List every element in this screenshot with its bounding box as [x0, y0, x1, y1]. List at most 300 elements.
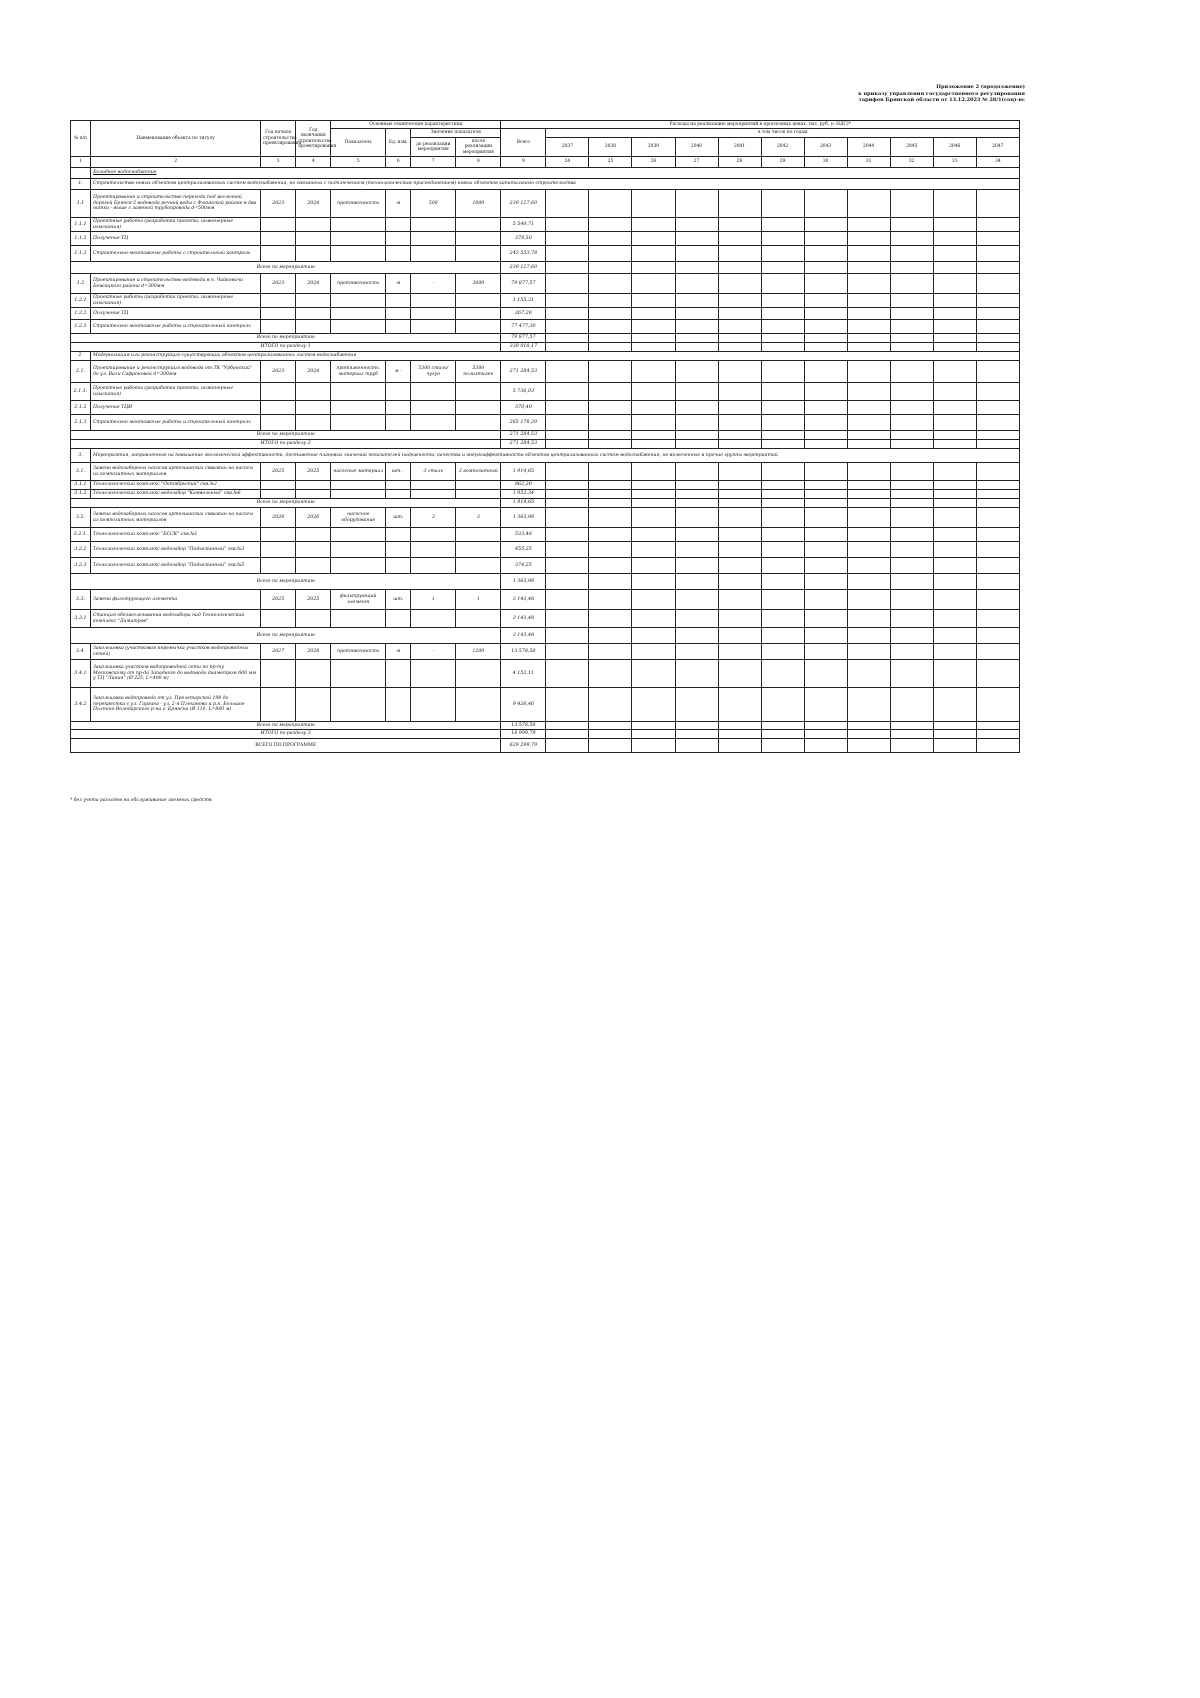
year-cost-cell: [546, 383, 589, 401]
year-cost-cell: [804, 415, 847, 431]
year-cost-cell: [675, 738, 718, 752]
year-cost-cell: [675, 688, 718, 722]
row-total: 1 155,31: [501, 294, 546, 308]
year-cost-cell: [761, 232, 804, 246]
year-cost-cell: [546, 232, 589, 246]
colnum: 32: [890, 157, 933, 168]
year-cost-cell: [675, 722, 718, 730]
year-cost-cell: [933, 218, 976, 232]
year-cost-cell: [933, 542, 976, 558]
year-cost-cell: [675, 431, 718, 440]
year-cost-cell: [804, 440, 847, 449]
table-cell: [296, 383, 331, 401]
year-cost-cell: [675, 440, 718, 449]
total-value: 239 127,60: [501, 262, 546, 274]
header-total: Всего: [501, 129, 546, 157]
year-cost-cell: [546, 274, 589, 294]
year-cost-cell: [761, 246, 804, 262]
year-cost-cell: [761, 190, 804, 218]
row-unit: шт. -: [386, 463, 411, 481]
table-cell: [296, 218, 331, 232]
table-cell: [386, 320, 411, 334]
row-total: 271 284,53: [501, 361, 546, 383]
row-value-after: 1200: [456, 644, 501, 660]
year-cost-cell: [589, 644, 632, 660]
year-cost-cell: [718, 440, 761, 449]
year-cost-cell: [718, 262, 761, 274]
year-cost-cell: [718, 232, 761, 246]
year-cost-cell: [761, 320, 804, 334]
year-cost-cell: [718, 628, 761, 644]
table-cell: [456, 415, 501, 431]
year-cost-cell: [632, 722, 675, 730]
year-cost-cell: [761, 262, 804, 274]
table-cell: [386, 218, 411, 232]
header-num: № п/п: [71, 121, 91, 157]
year-cost-cell: [589, 610, 632, 628]
row-year-start: 2027: [261, 644, 296, 660]
table-cell: [261, 481, 296, 490]
year-cost-cell: [632, 361, 675, 383]
row-name: Проектные работы (разработка проекта, инженерные изыскания): [91, 294, 261, 308]
year-cost-cell: [847, 246, 890, 262]
year-cost-cell: [933, 730, 976, 738]
year-cost-cell: [546, 415, 589, 431]
year-cost-cell: [546, 644, 589, 660]
total-label: Всего по мероприятию: [71, 722, 501, 730]
year-cost-cell: [847, 542, 890, 558]
table-cell: [411, 688, 456, 722]
year-cost-cell: [890, 308, 933, 320]
year-cost-cell: [632, 499, 675, 508]
table-cell: [296, 320, 331, 334]
total-value: 339 018,17: [501, 343, 546, 352]
table-cell: [261, 401, 296, 415]
year-cost-cell: [632, 558, 675, 574]
total-value: 18 999,79: [501, 730, 546, 738]
year-cost-cell: [546, 308, 589, 320]
row-num: 1.2.1: [71, 294, 91, 308]
year-cost-cell: [890, 463, 933, 481]
year-cost-cell: [976, 481, 1019, 490]
year-cost-cell: [761, 542, 804, 558]
year-cost-cell: [847, 294, 890, 308]
year-cost-cell: [890, 590, 933, 610]
measure-row: [71, 274, 1020, 294]
year-cost-cell: [976, 528, 1019, 542]
year-cost-cell: [890, 294, 933, 308]
row-num: 3.4.2: [71, 688, 91, 722]
year-cost-cell: [718, 308, 761, 320]
year-cost-cell: [632, 218, 675, 232]
header-costs-group: Расходы на реализацию мероприятий в прогнозных ценах, тыс. руб. (с НДС)*: [501, 121, 1020, 129]
year-cost-cell: [933, 688, 976, 722]
year-cost-cell: [847, 558, 890, 574]
total-value: 271 284,53: [501, 431, 546, 440]
row-num: 3.1.1: [71, 481, 91, 490]
year-cost-cell: [632, 415, 675, 431]
year-cost-cell: [546, 463, 589, 481]
investment-program-table: [70, 120, 1020, 753]
year-cost-cell: [847, 481, 890, 490]
year-cost-cell: [675, 528, 718, 542]
table-cell: [296, 415, 331, 431]
header-year-2042: 2042: [761, 137, 804, 156]
table-cell: [296, 542, 331, 558]
row-total: 239 127,60: [501, 190, 546, 218]
row-value-before: 1: [411, 590, 456, 610]
year-cost-cell: [589, 481, 632, 490]
row-year-start: 2023: [261, 274, 296, 294]
year-cost-cell: [546, 660, 589, 688]
row-name: Получение ТЦ: [91, 308, 261, 320]
year-cost-cell: [804, 660, 847, 688]
row-indicator: протяженность: [331, 274, 386, 294]
year-cost-cell: [632, 688, 675, 722]
table-cell: [386, 490, 411, 499]
colnum: 1: [71, 157, 91, 168]
year-cost-cell: [933, 334, 976, 343]
table-cell: [331, 558, 386, 574]
year-cost-cell: [847, 528, 890, 542]
year-cost-cell: [718, 431, 761, 440]
table-cell: [261, 232, 296, 246]
sub-measure-row: [71, 610, 1020, 628]
header-name: Наименование объекта по титулу: [91, 121, 261, 157]
row-total: 533,48: [501, 528, 546, 542]
year-cost-cell: [933, 590, 976, 610]
total-label: Всего по мероприятию: [71, 334, 501, 343]
row-value-before: -: [411, 274, 456, 294]
year-cost-cell: [546, 294, 589, 308]
total-label: ВСЕГО ПО ПРОГРАММЕ: [71, 738, 501, 752]
colnum: 31: [847, 157, 890, 168]
year-cost-cell: [933, 440, 976, 449]
row-num: 1.2: [71, 274, 91, 294]
row-indicator: протяженность: [331, 644, 386, 660]
row-total: 1 914,65: [501, 463, 546, 481]
year-cost-cell: [718, 499, 761, 508]
total-label: ИТОГО по разделу 2: [71, 440, 501, 449]
year-cost-cell: [589, 308, 632, 320]
year-cost-cell: [675, 262, 718, 274]
row-unit: шт.: [386, 590, 411, 610]
table-cell: [456, 528, 501, 542]
total-row: [71, 440, 1020, 449]
year-cost-cell: [847, 499, 890, 508]
year-cost-cell: [632, 542, 675, 558]
table-cell: [386, 660, 411, 688]
table-cell: [261, 688, 296, 722]
total-value: 3 143,48: [501, 628, 546, 644]
year-cost-cell: [718, 481, 761, 490]
year-cost-cell: [847, 574, 890, 590]
table-cell: [261, 218, 296, 232]
year-cost-cell: [804, 431, 847, 440]
year-cost-cell: [761, 463, 804, 481]
row-num: 2.1.2: [71, 401, 91, 415]
table-cell: [456, 218, 501, 232]
year-cost-cell: [546, 730, 589, 738]
year-cost-cell: [933, 610, 976, 628]
year-cost-cell: [675, 590, 718, 610]
year-cost-cell: [675, 232, 718, 246]
table-cell: [456, 246, 501, 262]
row-name: Проектные работы (разработка проекта, инженерные изыскания): [91, 218, 261, 232]
year-cost-cell: [589, 274, 632, 294]
year-cost-cell: [718, 190, 761, 218]
year-cost-cell: [546, 528, 589, 542]
year-cost-cell: [718, 610, 761, 628]
year-cost-cell: [761, 383, 804, 401]
measure-row: [71, 463, 1020, 481]
year-cost-cell: [546, 590, 589, 610]
section-row: [71, 179, 1020, 190]
total-row: [71, 334, 1020, 343]
row-value-after: 1000: [456, 190, 501, 218]
colnum: 29: [761, 157, 804, 168]
table-cell: [411, 294, 456, 308]
sub-measure-row: [71, 246, 1020, 262]
row-value-before: 3: [411, 508, 456, 528]
year-cost-cell: [890, 688, 933, 722]
year-cost-cell: [761, 415, 804, 431]
year-cost-cell: [976, 558, 1019, 574]
year-cost-cell: [761, 499, 804, 508]
year-cost-cell: [933, 190, 976, 218]
year-cost-cell: [761, 334, 804, 343]
year-cost-cell: [589, 190, 632, 218]
year-cost-cell: [804, 590, 847, 610]
row-total: 1 363,98: [501, 508, 546, 528]
table-cell: [386, 294, 411, 308]
footnote: * без учета расходов на обслуживание заемных средств: [70, 798, 212, 803]
total-row: [71, 722, 1020, 730]
row-name: Закольцовка водопровода от ул. Пролетарской 198 до перекрестка с ул. Гаргина - ул. 2-я Плеханова и р.п. Большое Полпино Володарского р-на г. Брянска (Ø 110, L=860 м): [91, 688, 261, 722]
row-value-after: 5300 полиэтилен: [456, 361, 501, 383]
row-name: Замена водозаборных насосов артезианских скважин на насосы из композитных материалов: [91, 508, 261, 528]
year-cost-cell: [718, 542, 761, 558]
table-cell: [331, 660, 386, 688]
year-cost-cell: [546, 440, 589, 449]
year-cost-cell: [976, 610, 1019, 628]
table-cell: [261, 415, 296, 431]
year-cost-cell: [847, 688, 890, 722]
sub-measure-row: [71, 481, 1020, 490]
year-cost-cell: [847, 334, 890, 343]
measure-row: [71, 508, 1020, 528]
year-cost-cell: [589, 401, 632, 415]
row-year-end: 2028: [296, 644, 331, 660]
year-cost-cell: [632, 294, 675, 308]
year-cost-cell: [890, 401, 933, 415]
year-cost-cell: [890, 574, 933, 590]
year-cost-cell: [976, 294, 1019, 308]
year-cost-cell: [675, 481, 718, 490]
row-total: 5 540,71: [501, 218, 546, 232]
header-after: после реализации мероприятия: [456, 137, 501, 156]
header-year-end: Год окончания строительства проектирования: [296, 121, 331, 157]
year-cost-cell: [589, 542, 632, 558]
year-cost-cell: [589, 440, 632, 449]
year-cost-cell: [546, 558, 589, 574]
year-cost-cell: [847, 343, 890, 352]
row-indicator: протяженность, материал труб: [331, 361, 386, 383]
row-name: Строительно-монтажные работы с строительный контроль: [91, 246, 261, 262]
year-cost-cell: [718, 383, 761, 401]
year-cost-cell: [804, 361, 847, 383]
year-cost-cell: [632, 308, 675, 320]
year-cost-cell: [804, 401, 847, 415]
year-cost-cell: [890, 490, 933, 499]
year-cost-cell: [890, 431, 933, 440]
year-cost-cell: [632, 190, 675, 218]
year-cost-cell: [847, 730, 890, 738]
year-cost-cell: [761, 440, 804, 449]
year-cost-cell: [847, 218, 890, 232]
row-name: Строительно-монтажные работы и строительный контроль: [91, 320, 261, 334]
year-cost-cell: [675, 343, 718, 352]
year-cost-cell: [675, 218, 718, 232]
table-cell: [296, 528, 331, 542]
table-cell: [386, 232, 411, 246]
row-unit: м: [386, 274, 411, 294]
total-row: [71, 738, 1020, 752]
row-total: 243 553,78: [501, 246, 546, 262]
year-cost-cell: [847, 738, 890, 752]
year-cost-cell: [589, 415, 632, 431]
year-cost-cell: [675, 294, 718, 308]
sub-measure-row: [71, 294, 1020, 308]
year-cost-cell: [546, 610, 589, 628]
total-row: [71, 431, 1020, 440]
row-name: Замена водозаборных насосов артезианских скважин на насосы из композитных материалов: [91, 463, 261, 481]
year-cost-cell: [632, 440, 675, 449]
row-total: 79 877,57: [501, 274, 546, 294]
year-cost-cell: [933, 644, 976, 660]
year-cost-cell: [933, 308, 976, 320]
year-cost-cell: [632, 610, 675, 628]
row-num: 3.2.3: [71, 558, 91, 574]
year-cost-cell: [675, 508, 718, 528]
table-cell: [331, 490, 386, 499]
year-cost-cell: [718, 528, 761, 542]
row-num: 1.1.2: [71, 232, 91, 246]
year-cost-cell: [804, 722, 847, 730]
year-cost-cell: [589, 628, 632, 644]
year-cost-cell: [890, 542, 933, 558]
year-cost-cell: [847, 628, 890, 644]
year-cost-cell: [632, 660, 675, 688]
year-cost-cell: [976, 361, 1019, 383]
year-cost-cell: [804, 610, 847, 628]
row-num: 1.1.3: [71, 246, 91, 262]
table-cell: [331, 610, 386, 628]
colnum: 4: [296, 157, 331, 168]
row-unit: м -: [386, 361, 411, 383]
year-cost-cell: [804, 190, 847, 218]
colnum: 28: [718, 157, 761, 168]
colnum: 7: [411, 157, 456, 168]
year-cost-cell: [890, 343, 933, 352]
year-cost-cell: [804, 246, 847, 262]
year-cost-cell: [933, 401, 976, 415]
table-cell: [456, 610, 501, 628]
table-cell: [296, 308, 331, 320]
year-cost-cell: [890, 218, 933, 232]
year-cost-cell: [890, 644, 933, 660]
year-cost-cell: [804, 218, 847, 232]
year-cost-cell: [675, 190, 718, 218]
year-cost-cell: [847, 401, 890, 415]
year-cost-cell: [804, 508, 847, 528]
table-cell: [296, 246, 331, 262]
year-cost-cell: [976, 320, 1019, 334]
header-year-2039: 2039: [632, 137, 675, 156]
header-by-years: в том числе по годам: [546, 129, 1020, 137]
year-cost-cell: [847, 415, 890, 431]
row-year-end: 2025: [296, 590, 331, 610]
header-year-2040: 2040: [675, 137, 718, 156]
table-cell: [331, 320, 386, 334]
year-cost-cell: [761, 343, 804, 352]
row-name: Технологический комплекс водозабор "Подыскинный" скв.№3: [91, 542, 261, 558]
year-cost-cell: [632, 320, 675, 334]
year-cost-cell: [632, 508, 675, 528]
year-cost-cell: [976, 401, 1019, 415]
year-cost-cell: [933, 294, 976, 308]
year-cost-cell: [761, 660, 804, 688]
sub-measure-row: [71, 688, 1020, 722]
row-total: 5 736,03: [501, 383, 546, 401]
year-cost-cell: [632, 730, 675, 738]
row-num: 2.1.3: [71, 415, 91, 431]
row-value-before: 5300 сталь/чугун: [411, 361, 456, 383]
year-cost-cell: [761, 590, 804, 610]
year-cost-cell: [632, 528, 675, 542]
year-cost-cell: [976, 383, 1019, 401]
year-cost-cell: [933, 415, 976, 431]
header-year-2043: 2043: [804, 137, 847, 156]
table-cell: [456, 308, 501, 320]
year-cost-cell: [933, 628, 976, 644]
table-cell: [456, 542, 501, 558]
year-cost-cell: [675, 644, 718, 660]
year-cost-cell: [804, 558, 847, 574]
table-cell: [456, 320, 501, 334]
year-cost-cell: [933, 232, 976, 246]
table-cell: [411, 308, 456, 320]
year-cost-cell: [546, 628, 589, 644]
year-cost-cell: [632, 644, 675, 660]
sub-measure-row: [71, 490, 1020, 499]
table-cell: [296, 294, 331, 308]
row-name: Получение ТЦ: [91, 232, 261, 246]
year-cost-cell: [718, 415, 761, 431]
year-cost-cell: [589, 232, 632, 246]
section-title: Модернизация или реконструкция существующих объектов централизованных систем водоснабжения: [91, 352, 1020, 361]
year-cost-cell: [632, 246, 675, 262]
year-cost-cell: [976, 463, 1019, 481]
year-cost-cell: [761, 644, 804, 660]
year-cost-cell: [847, 610, 890, 628]
year-cost-cell: [976, 490, 1019, 499]
year-cost-cell: [675, 274, 718, 294]
year-cost-cell: [589, 246, 632, 262]
year-cost-cell: [632, 343, 675, 352]
table-cell: [386, 481, 411, 490]
row-name: Закольцовка (участковая перемычка участков водопроводных сетей): [91, 644, 261, 660]
